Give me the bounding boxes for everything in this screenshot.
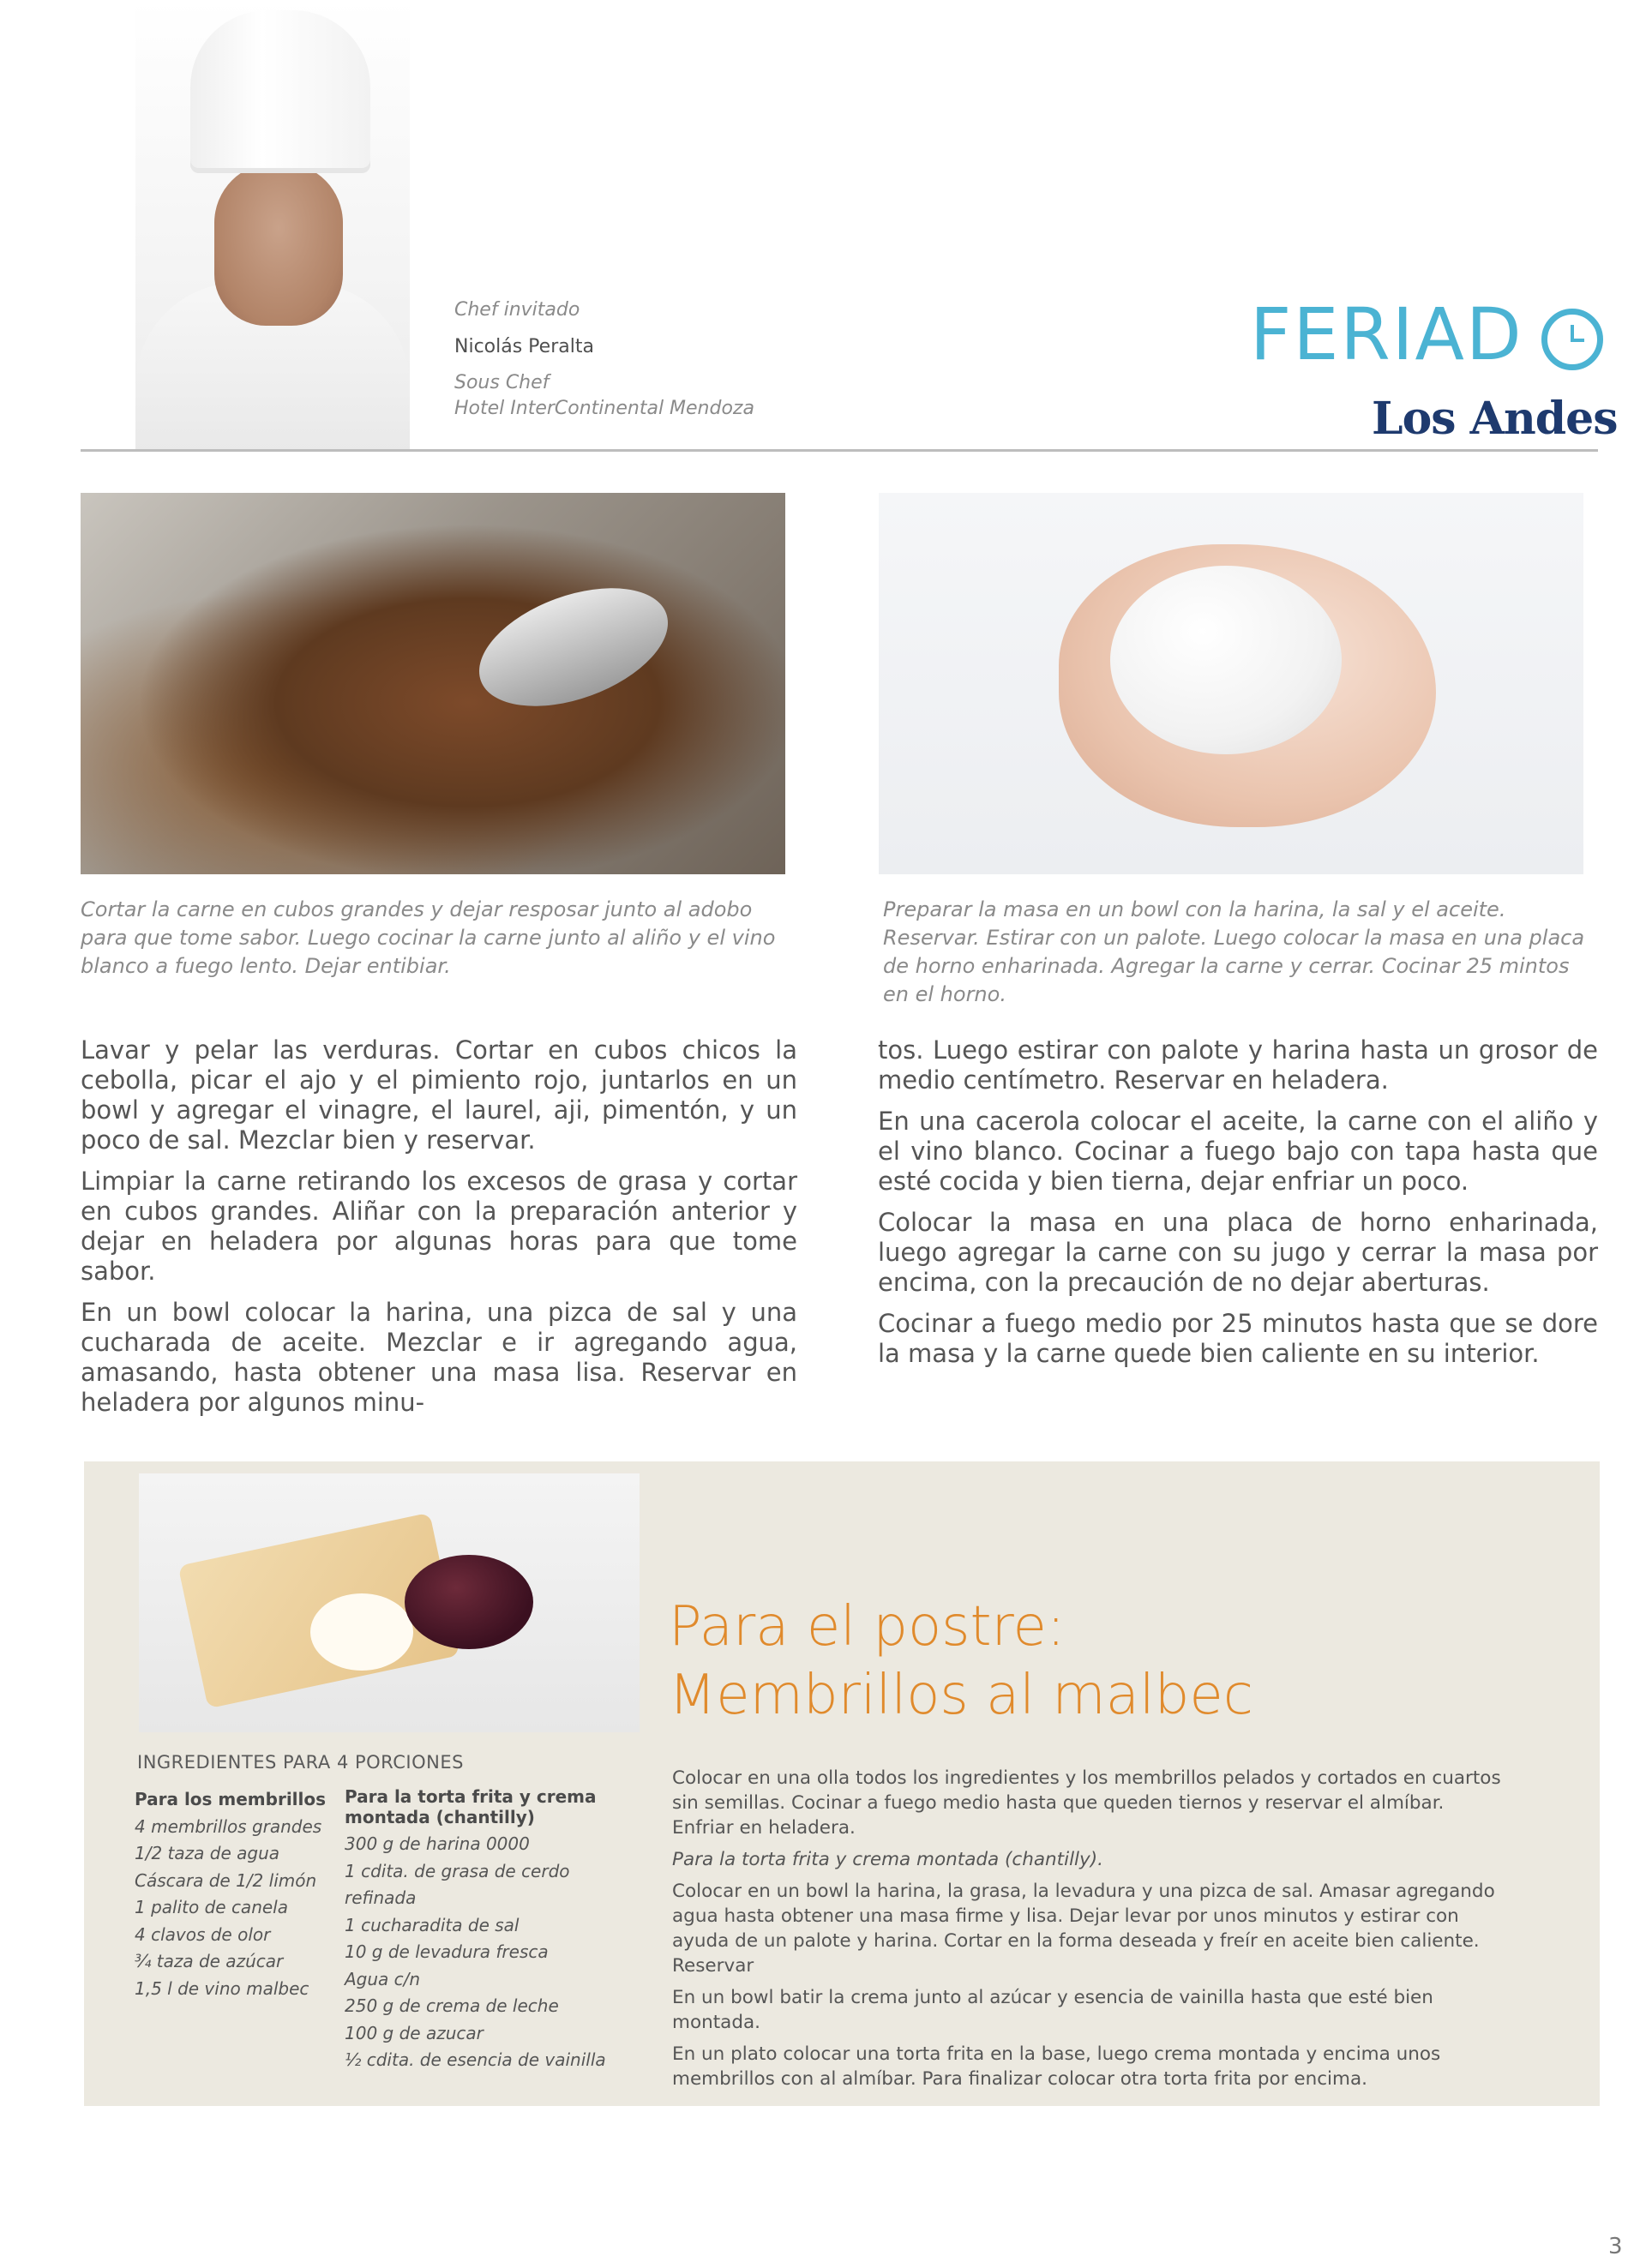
feriado-logo: FERIAD <box>1250 292 1523 376</box>
paragraph: Colocar en un bowl la harina, la grasa, la levadura y una pizca de sal. Amasar agregando agua hasta obtener una masa firme y lisa. Dejar levar por unos minutos y estirar con ayuda de un palote y harina. Cortar en la forma deseada y freír en aceite bien caliente. Reservar <box>672 1881 1495 1977</box>
ingredient-item: 1 cucharadita de sal <box>345 1914 520 1935</box>
paragraph: Colocar en una olla todos los ingredientes y los membrillos pelados y cortados en cuartos sin semillas. Cocinar a fuego medio hasta que queden tiernos y reservar el almíbar. Enfriar en heladera. <box>672 1767 1501 1839</box>
ingredient-item: 1/2 taza de agua <box>135 1843 279 1863</box>
ingredient-item: 10 g de levadura fresca <box>345 1941 549 1962</box>
paragraph-subheading: Para la torta frita y crema montada (chantilly). <box>672 1849 1103 1870</box>
dessert-title-line1: Para el postre: <box>669 1595 1066 1659</box>
paragraph: Colocar la masa en una placa de horno enharinada, luego agregar la carne con su jugo y cerrar la masa por encima, con la precaución de no dejar aberturas. <box>878 1208 1598 1297</box>
ingredients-subheading: Para los membrillos <box>135 1789 327 1809</box>
ingredients-torta <box>345 1786 636 2074</box>
paragraph: En un bowl colocar la harina, una pizca de sal y una cucharada de aceite. Mezclar e ir agregando agua, amasando, hasta obtener una masa lisa. Reservar en heladera por algunos minu- <box>81 1298 797 1417</box>
ingredient-item: 100 g de azucar <box>345 2022 484 2043</box>
dessert-instructions <box>672 1766 1504 2098</box>
ingredient-item: ½ cdita. de esencia de vainilla <box>345 2049 606 2070</box>
chef-name: Nicolás Peralta <box>454 336 594 357</box>
quince <box>405 1555 533 1649</box>
photo-caption-right: Preparar la masa en un bowl con la harina, la sal y el aceite. Reservar. Estirar con un palote. Luego colocar la masa en una placa de horno enharinada. Agregar la carne y cerrar. Cocinar 25 mintos en el horno. <box>883 897 1585 1006</box>
chef-role: Chef invitado <box>454 299 580 321</box>
meat-in-pot-photo <box>81 493 785 874</box>
photo-caption-left: Cortar la carne en cubos grandes y dejar resposar junto al adobo para que tome sabor. Luego cocinar la carne junto al aliño y el vino blanco a fuego lento. Dejar entibiar. <box>81 897 776 978</box>
body-column-left <box>81 1035 797 1429</box>
page-number: 3 <box>1608 2234 1623 2259</box>
paragraph: Lavar y pelar las verduras. Cortar en cubos chicos la cebolla, picar el ajo y el pimiento rojo, juntarlos en un bowl y agregar el vinagre, el laurel, aji, pimentón, y un poco de sal. Mezclar bien y reservar. <box>81 1035 797 1155</box>
paragraph: En una cacerola colocar el aceite, la carne con el aliño y el vino blanco. Cocinar a fuego bajo con tapa hasta que esté cocida y bien tierna, dejar enfriar un poco. <box>878 1107 1598 1196</box>
paragraph: tos. Luego estirar con palote y harina hasta un grosor de medio centímetro. Reservar en heladera. <box>878 1035 1598 1095</box>
ingredients-subheading: montada (chantilly) <box>345 1807 535 1827</box>
header-divider <box>81 449 1598 452</box>
paragraph: En un plato colocar una torta frita en la base, luego crema montada y encima unos membrillos con al almíbar. Para finalizar colocar otra torta frita por encima. <box>672 2043 1441 2090</box>
paragraph: Limpiar la carne retirando los excesos de grasa y cortar en cubos grandes. Aliñar con la preparación anterior y dejar en heladera por algunas horas para que tome sabor. <box>81 1167 797 1286</box>
ingredient-item: Agua c/n <box>345 1968 421 1989</box>
clock-icon <box>1541 309 1603 370</box>
ingredient-item: 1,5 l de vino malbec <box>135 1977 309 1999</box>
ingredient-item: ¾ taza de azúcar <box>135 1951 284 1971</box>
dessert-photo <box>139 1473 640 1732</box>
ingredient-item: 1 cdita. de grasa de cerdo refinada <box>345 1860 570 1908</box>
dough-hands-photo <box>879 493 1583 874</box>
ingredient-item: 300 g de harina 0000 <box>345 1833 530 1854</box>
chef-credit <box>454 291 754 422</box>
ingredients-header: INGREDIENTES PARA 4 PORCIONES <box>137 1752 464 1773</box>
ingredient-item: 4 membrillos grandes <box>135 1815 322 1837</box>
ingredients-quince <box>135 1786 332 2002</box>
los-andes-logo: Los Andes <box>1372 393 1618 445</box>
ingredients-subheading: Para la torta frita y crema <box>345 1786 597 1807</box>
chef-face <box>214 163 343 326</box>
paragraph: En un bowl batir la crema junto al azúcar y esencia de vainilla hasta que esté bien montada. <box>672 1987 1433 2033</box>
chef-title: Sous Chef <box>454 372 550 393</box>
chef-hotel: Hotel InterContinental Mendoza <box>454 398 754 419</box>
ingredient-item: 4 clavos de olor <box>135 1923 271 1945</box>
whipped-cream <box>310 1593 413 1671</box>
paragraph: Cocinar a fuego medio por 25 minutos hasta que se dore la masa y la carne quede bien caliente en su interior. <box>878 1309 1598 1368</box>
body-column-right <box>878 1035 1598 1380</box>
spoon <box>463 565 683 729</box>
ingredient-item: 1 palito de canela <box>135 1897 288 1917</box>
ingredient-item: 250 g de crema de leche <box>345 1995 559 2016</box>
ingredient-item: Cáscara de 1/2 limón <box>135 1869 317 1891</box>
dough-ball <box>1110 566 1342 754</box>
chef-hat <box>190 10 370 173</box>
dessert-title <box>669 1593 1253 1730</box>
dessert-title-line2: Membrillos al malbec <box>669 1664 1253 1727</box>
